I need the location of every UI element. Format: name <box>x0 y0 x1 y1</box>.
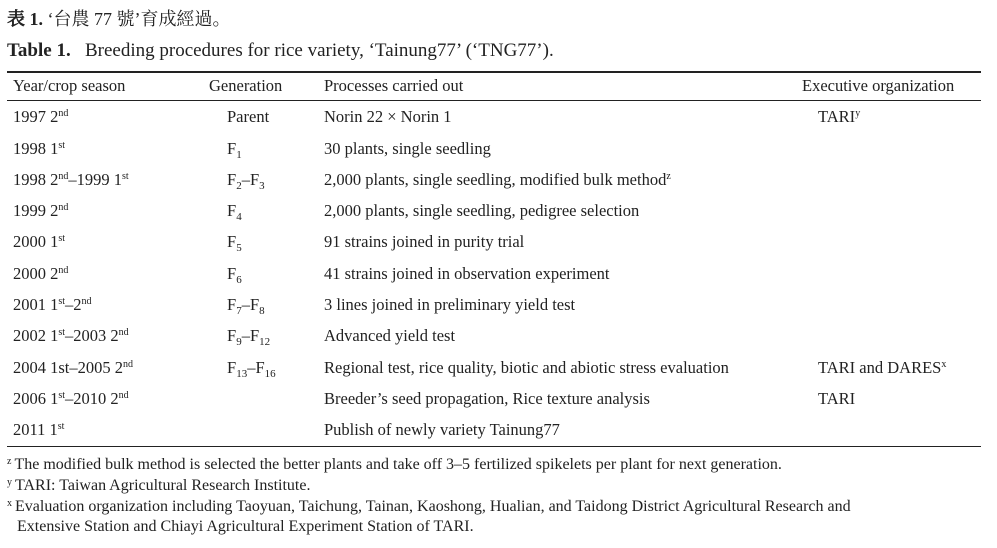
cell-process <box>324 389 650 409</box>
cell-year <box>13 232 65 252</box>
cell-script: 6 <box>236 274 242 286</box>
cell-script: 3 <box>259 180 265 192</box>
cell-process <box>324 201 639 221</box>
table-header-rule <box>7 100 981 101</box>
cell-text: 1999 2 <box>13 201 59 220</box>
cell-text: TARI <box>818 389 856 408</box>
cell-year <box>13 326 129 346</box>
cell-script: nd <box>118 327 129 338</box>
cell-text: 2004 1st–2005 2 <box>13 358 124 377</box>
cell-text: F <box>227 170 237 189</box>
caption-english-label: Table 1. <box>7 40 71 61</box>
cell-text: 2006 1 <box>13 389 59 408</box>
cell-text: 2000 1 <box>13 232 59 251</box>
cell-script: y <box>855 108 861 119</box>
cell-script: 13 <box>236 368 248 380</box>
caption-chinese <box>7 5 231 31</box>
cell-text: 2001 1 <box>13 295 59 314</box>
cell-text: TARI and DARES <box>818 358 942 377</box>
footnote-text: TARI: Taiwan Agricultural Research Institute. <box>15 477 311 494</box>
cell-year <box>13 389 129 409</box>
cell-text: 2011 1 <box>13 420 58 439</box>
cell-script: nd <box>58 202 69 213</box>
cell-process <box>324 232 524 252</box>
cell-text: –F <box>241 326 260 345</box>
header-year: Year/crop season <box>13 76 126 95</box>
cell-process <box>324 295 575 315</box>
cell-text: F <box>227 232 237 251</box>
cell-process <box>324 139 491 159</box>
cell-text: 2002 1 <box>13 326 59 345</box>
cell-text: Regional test, rice quality, biotic and abiotic stress evaluation <box>324 358 729 377</box>
cell-text: F <box>227 358 237 377</box>
cell-text: F <box>227 295 237 314</box>
cell-script: st <box>58 296 66 307</box>
cell-process <box>324 107 452 127</box>
cell-script: 4 <box>236 211 242 223</box>
header-generation: Generation <box>209 76 283 95</box>
footnote-text: Evaluation organization including Taoyuan, Taichung, Tainan, Kaoshong, Hualian, and Taidong District Agricultural Research and <box>15 498 851 515</box>
cell-text: Parent <box>227 107 270 126</box>
cell-generation <box>227 326 270 346</box>
cell-text: 1997 2 <box>13 107 59 126</box>
cell-generation <box>227 170 265 190</box>
caption-chinese-label: 表 1. <box>7 9 43 29</box>
cell-year <box>13 358 133 378</box>
cell-text: –2003 2 <box>65 326 119 345</box>
footnote-text: The modified bulk method is selected the better plants and take off 3–5 fertilized spikelets per plant for next generation. <box>14 456 782 473</box>
cell-generation <box>227 232 242 252</box>
cell-text: F <box>227 264 237 283</box>
cell-process <box>324 170 671 190</box>
cell-script: 2 <box>236 180 242 192</box>
cell-script: 5 <box>236 242 242 254</box>
cell-text: –F <box>247 358 265 377</box>
cell-text: –2010 2 <box>65 389 119 408</box>
footnote-text: Extensive Station and Chiayi Agricultural Experiment Station of TARI. <box>17 518 474 535</box>
cell-generation <box>227 139 242 159</box>
cell-year <box>13 139 65 159</box>
cell-text: 1998 1 <box>13 139 59 158</box>
cell-script: st <box>57 421 65 432</box>
cell-year <box>13 264 68 284</box>
cell-generation <box>227 358 276 378</box>
cell-process <box>324 358 729 378</box>
cell-script: 7 <box>236 305 242 317</box>
cell-process <box>324 326 455 346</box>
cell-text: Breeder’s seed propagation, Rice texture analysis <box>324 389 650 408</box>
cell-script: nd <box>123 359 134 370</box>
cell-generation <box>227 201 242 221</box>
cell-text: Advanced yield test <box>324 326 456 345</box>
cell-generation <box>227 107 269 127</box>
cell-text: F <box>227 139 237 158</box>
cell-script: st <box>58 327 66 338</box>
cell-text: 91 strains joined in purity trial <box>324 232 525 251</box>
cell-organization <box>818 389 855 409</box>
footnote-mark: z <box>7 456 12 467</box>
cell-script: nd <box>118 390 129 401</box>
cell-script: 12 <box>259 336 271 348</box>
cell-text: –F <box>241 170 260 189</box>
table-bottom-rule <box>7 446 981 447</box>
cell-generation <box>227 295 265 315</box>
cell-text: 2000 2 <box>13 264 59 283</box>
cell-script: nd <box>58 265 69 276</box>
cell-text: –2 <box>65 295 82 314</box>
cell-script: nd <box>58 108 69 119</box>
cell-year <box>13 420 64 440</box>
cell-text: 2,000 plants, single seedling, pedigree selection <box>324 201 640 220</box>
header-organization: Executive organization <box>802 76 955 95</box>
cell-text: –F <box>241 295 260 314</box>
cell-script: st <box>58 140 66 151</box>
cell-script: 9 <box>236 336 242 348</box>
cell-text: F <box>227 326 237 345</box>
cell-text: 2,000 plants, single seedling, modified bulk method <box>324 170 667 189</box>
cell-script: z <box>666 171 671 182</box>
caption-english-title: Breeding procedures for rice variety, ‘Tainung77’ (‘TNG77’). <box>84 40 554 61</box>
cell-text: Publish of newly variety Tainung77 <box>324 420 560 439</box>
cell-generation <box>227 264 242 284</box>
cell-year <box>13 170 129 190</box>
cell-process <box>324 420 560 440</box>
cell-script: st <box>122 171 129 182</box>
cell-script: x <box>941 359 947 370</box>
footnote-mark: x <box>7 498 12 509</box>
cell-year <box>13 295 92 315</box>
cell-text: 30 plants, single seedling <box>324 139 491 158</box>
cell-script: st <box>58 390 66 401</box>
header-processes: Processes carried out <box>324 76 464 95</box>
cell-text: Norin 22 × Norin 1 <box>324 107 452 126</box>
cell-text: 1998 2 <box>13 170 59 189</box>
cell-script: 8 <box>259 305 265 317</box>
cell-script: st <box>58 233 66 244</box>
footnote <box>7 452 987 475</box>
caption-chinese-title: ‘台農 77 號’育成經過。 <box>47 9 231 29</box>
cell-text: 3 lines joined in preliminary yield test <box>324 295 576 314</box>
cell-text: TARI <box>818 107 856 126</box>
cell-process <box>324 264 609 284</box>
cell-year <box>13 201 68 221</box>
cell-organization <box>818 358 946 378</box>
cell-text: F <box>227 201 237 220</box>
footnote-mark: y <box>7 477 12 488</box>
cell-script: 16 <box>264 368 276 380</box>
cell-script: nd <box>81 296 92 307</box>
cell-script: 1 <box>236 149 242 161</box>
cell-year <box>13 107 68 127</box>
footnote <box>7 494 987 537</box>
cell-organization <box>818 107 860 127</box>
table-top-rule <box>7 71 981 73</box>
cell-text: 41 strains joined in observation experiment <box>324 264 610 283</box>
cell-script: nd <box>58 171 69 182</box>
cell-text: –1999 1 <box>68 170 122 189</box>
footnote <box>7 473 987 496</box>
caption-english <box>7 40 554 62</box>
